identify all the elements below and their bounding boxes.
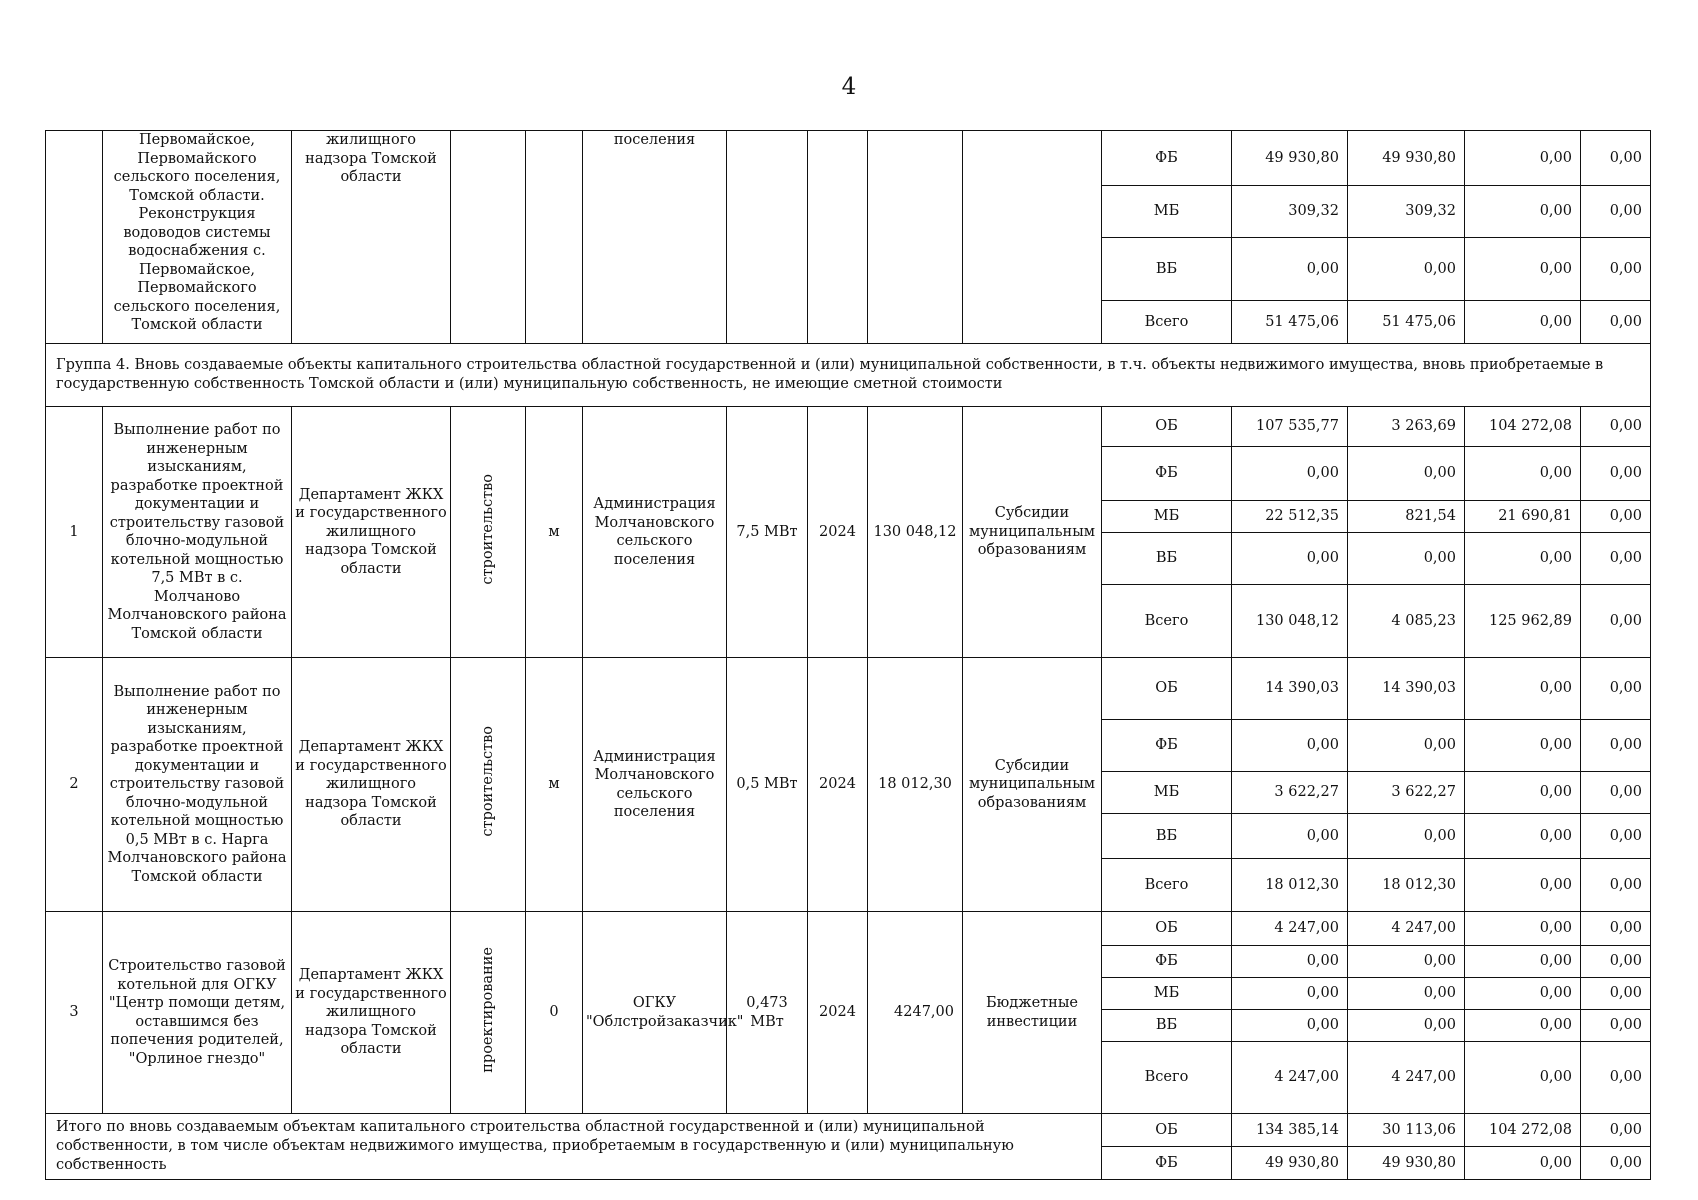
source-cell: ФБ bbox=[1102, 131, 1232, 186]
value-cell: 51 475,06 bbox=[1232, 301, 1348, 344]
value-cell: 0,00 bbox=[1465, 912, 1581, 946]
value-cell: 0,00 bbox=[1581, 912, 1651, 946]
value-cell: 4 247,00 bbox=[1348, 912, 1465, 946]
object-name-cell: Первомайское, Первомайского сельского поселения, Томской области. Реконструкция водоводов системы водоснабжения с. Первомайское, Первомайского сельского поселения, Томской области bbox=[103, 131, 292, 344]
value-cell: 0,00 bbox=[1581, 1010, 1651, 1042]
row-number-cell bbox=[46, 131, 103, 344]
value-cell: 18 012,30 bbox=[1232, 859, 1348, 912]
value-cell: 0,00 bbox=[1465, 1042, 1581, 1114]
value-cell: 0,00 bbox=[1581, 1042, 1651, 1114]
source-cell: Всего bbox=[1102, 301, 1232, 344]
row-number-cell: 1 bbox=[46, 407, 103, 658]
page-number: 4 bbox=[841, 74, 857, 100]
value-cell: 125 962,89 bbox=[1465, 585, 1581, 658]
value-cell: 0,00 bbox=[1465, 301, 1581, 344]
source-cell: ВБ bbox=[1102, 814, 1232, 859]
value-cell: 0,00 bbox=[1465, 946, 1581, 978]
value-cell: 51 475,06 bbox=[1348, 301, 1465, 344]
cost-cell: 4247,00 bbox=[868, 912, 963, 1114]
source-cell: ОБ bbox=[1102, 912, 1232, 946]
value-cell: 0,00 bbox=[1581, 978, 1651, 1010]
stage-cell bbox=[451, 912, 526, 1114]
year-cell: 2024 bbox=[808, 407, 868, 658]
source-cell: ОБ bbox=[1102, 407, 1232, 447]
value-cell: 0,00 bbox=[1581, 859, 1651, 912]
value-cell: 0,00 bbox=[1232, 238, 1348, 301]
value-cell: 0,00 bbox=[1348, 533, 1465, 585]
value-cell: 0,00 bbox=[1465, 772, 1581, 814]
value-cell: 0,00 bbox=[1581, 946, 1651, 978]
value-cell: 0,00 bbox=[1465, 238, 1581, 301]
value-cell: 0,00 bbox=[1465, 814, 1581, 859]
value-cell: 3 622,27 bbox=[1232, 772, 1348, 814]
value-cell: 0,00 bbox=[1232, 720, 1348, 772]
value-cell: 49 930,80 bbox=[1232, 1147, 1348, 1180]
table-row bbox=[46, 1114, 1651, 1147]
value-cell: 0,00 bbox=[1581, 131, 1651, 186]
value-cell: 130 048,12 bbox=[1232, 585, 1348, 658]
value-cell: 4 247,00 bbox=[1348, 1042, 1465, 1114]
source-cell: МБ bbox=[1102, 978, 1232, 1010]
table-row bbox=[46, 131, 1651, 186]
value-cell: 0,00 bbox=[1348, 814, 1465, 859]
value-cell: 0,00 bbox=[1232, 978, 1348, 1010]
value-cell: 0,00 bbox=[1581, 658, 1651, 720]
form-cell: Субсидии муниципальным образованиям bbox=[963, 407, 1102, 658]
value-cell: 0,00 bbox=[1581, 447, 1651, 501]
value-cell: 0,00 bbox=[1232, 814, 1348, 859]
row-number-cell: 3 bbox=[46, 912, 103, 1114]
form-cell: Бюджетные инвестиции bbox=[963, 912, 1102, 1114]
value-cell: 0,00 bbox=[1581, 533, 1651, 585]
value-cell: 0,00 bbox=[1465, 131, 1581, 186]
cost-cell bbox=[868, 131, 963, 344]
value-cell: 0,00 bbox=[1232, 1010, 1348, 1042]
source-cell: МБ bbox=[1102, 501, 1232, 533]
total-label: Итого по вновь создаваемым объектам капитального строительства областной государственной и (или) муниципальной собственности, в том числе объектам недвижимого имущества, приобретаемым в государственную и (или) муниципальную собственность bbox=[46, 1114, 1102, 1180]
table-row bbox=[46, 344, 1651, 407]
source-cell: ФБ bbox=[1102, 720, 1232, 772]
year-cell: 2024 bbox=[808, 912, 868, 1114]
value-cell: 0,00 bbox=[1465, 658, 1581, 720]
value-cell: 0,00 bbox=[1581, 1147, 1651, 1180]
stage-cell bbox=[451, 131, 526, 344]
value-cell: 0,00 bbox=[1232, 447, 1348, 501]
value-cell: 0,00 bbox=[1465, 978, 1581, 1010]
value-cell: 0,00 bbox=[1581, 407, 1651, 447]
value-cell: 0,00 bbox=[1348, 946, 1465, 978]
value-cell: 0,00 bbox=[1232, 533, 1348, 585]
form-cell bbox=[963, 131, 1102, 344]
value-cell: 821,54 bbox=[1348, 501, 1465, 533]
value-cell: 14 390,03 bbox=[1348, 658, 1465, 720]
value-cell: 14 390,03 bbox=[1232, 658, 1348, 720]
stage-text: проектирование bbox=[479, 946, 496, 1073]
source-cell: МБ bbox=[1102, 186, 1232, 238]
table-row bbox=[46, 912, 1651, 946]
executor-cell: Администрация Молчановского сельского поселения bbox=[583, 407, 727, 658]
ownership-cell bbox=[526, 131, 583, 344]
value-cell: 4 247,00 bbox=[1232, 912, 1348, 946]
value-cell: 0,00 bbox=[1581, 238, 1651, 301]
row-number-cell: 2 bbox=[46, 658, 103, 912]
value-cell: 0,00 bbox=[1465, 533, 1581, 585]
value-cell: 0,00 bbox=[1465, 720, 1581, 772]
customer-cell: Департамент ЖКХ и государственного жилищного надзора Томской области bbox=[292, 407, 451, 658]
group-heading: Группа 4. Вновь создаваемые объекты капитального строительства областной государственной и (или) муниципальной собственности, в т.ч. объекты недвижимого имущества, вновь приобретаемые в государственную собственность Томской области и (или) муниципальную собственность, не имеющие сметной стоимости bbox=[46, 344, 1651, 407]
value-cell: 0,00 bbox=[1581, 301, 1651, 344]
value-cell: 134 385,14 bbox=[1232, 1114, 1348, 1147]
value-cell: 0,00 bbox=[1581, 772, 1651, 814]
value-cell: 0,00 bbox=[1581, 1114, 1651, 1147]
value-cell: 0,00 bbox=[1348, 238, 1465, 301]
customer-cell: жилищного надзора Томской области bbox=[292, 131, 451, 344]
investment-table bbox=[45, 130, 1651, 1180]
value-cell: 21 690,81 bbox=[1465, 501, 1581, 533]
value-cell: 30 113,06 bbox=[1348, 1114, 1465, 1147]
year-cell: 2024 bbox=[808, 658, 868, 912]
value-cell: 0,00 bbox=[1348, 447, 1465, 501]
value-cell: 0,00 bbox=[1465, 1010, 1581, 1042]
value-cell: 104 272,08 bbox=[1465, 407, 1581, 447]
source-cell: ФБ bbox=[1102, 1147, 1232, 1180]
ownership-cell: м bbox=[526, 658, 583, 912]
source-cell: МБ bbox=[1102, 772, 1232, 814]
customer-cell: Департамент ЖКХ и государственного жилищного надзора Томской области bbox=[292, 912, 451, 1114]
source-cell: ВБ bbox=[1102, 1010, 1232, 1042]
value-cell: 3 263,69 bbox=[1348, 407, 1465, 447]
value-cell: 309,32 bbox=[1348, 186, 1465, 238]
value-cell: 0,00 bbox=[1581, 186, 1651, 238]
ownership-cell: 0 bbox=[526, 912, 583, 1114]
source-cell: ОБ bbox=[1102, 1114, 1232, 1147]
value-cell: 0,00 bbox=[1348, 720, 1465, 772]
value-cell: 309,32 bbox=[1232, 186, 1348, 238]
source-cell: Всего bbox=[1102, 859, 1232, 912]
capacity-cell: 0,473 МВт bbox=[727, 912, 808, 1114]
value-cell: 0,00 bbox=[1465, 447, 1581, 501]
value-cell: 104 272,08 bbox=[1465, 1114, 1581, 1147]
value-cell: 4 247,00 bbox=[1232, 1042, 1348, 1114]
value-cell: 3 622,27 bbox=[1348, 772, 1465, 814]
customer-cell: Департамент ЖКХ и государственного жилищного надзора Томской области bbox=[292, 658, 451, 912]
source-cell: ФБ bbox=[1102, 946, 1232, 978]
value-cell: 0,00 bbox=[1465, 859, 1581, 912]
capacity-cell bbox=[727, 131, 808, 344]
capacity-cell: 7,5 МВт bbox=[727, 407, 808, 658]
value-cell: 22 512,35 bbox=[1232, 501, 1348, 533]
ownership-cell: м bbox=[526, 407, 583, 658]
value-cell: 0,00 bbox=[1348, 978, 1465, 1010]
source-cell: Всего bbox=[1102, 1042, 1232, 1114]
stage-cell bbox=[451, 407, 526, 658]
value-cell: 0,00 bbox=[1581, 585, 1651, 658]
stage-cell bbox=[451, 658, 526, 912]
year-cell bbox=[808, 131, 868, 344]
stage-text: строительство bbox=[479, 473, 496, 585]
capacity-cell: 0,5 МВт bbox=[727, 658, 808, 912]
value-cell: 4 085,23 bbox=[1348, 585, 1465, 658]
stage-text: строительство bbox=[479, 726, 496, 838]
value-cell: 49 930,80 bbox=[1348, 131, 1465, 186]
value-cell: 18 012,30 bbox=[1348, 859, 1465, 912]
value-cell: 107 535,77 bbox=[1232, 407, 1348, 447]
object-name-cell: Выполнение работ по инженерным изысканиям, разработке проектной документации и строительству газовой блочно-модульной котельной мощностью 7,5 МВт в с. Молчаново Молчановского района Томской области bbox=[103, 407, 292, 658]
value-cell: 0,00 bbox=[1581, 814, 1651, 859]
value-cell: 0,00 bbox=[1465, 186, 1581, 238]
object-name-cell: Строительство газовой котельной для ОГКУ "Центр помощи детям, оставшимся без попечения родителей, "Орлиное гнездо" bbox=[103, 912, 292, 1114]
table-row bbox=[46, 658, 1651, 720]
executor-cell: Администрация Молчановского сельского поселения bbox=[583, 658, 727, 912]
table-row bbox=[46, 407, 1651, 447]
value-cell: 49 930,80 bbox=[1232, 131, 1348, 186]
value-cell: 0,00 bbox=[1581, 501, 1651, 533]
value-cell: 0,00 bbox=[1581, 720, 1651, 772]
cost-cell: 130 048,12 bbox=[868, 407, 963, 658]
value-cell: 49 930,80 bbox=[1348, 1147, 1465, 1180]
value-cell: 0,00 bbox=[1232, 946, 1348, 978]
value-cell: 0,00 bbox=[1465, 1147, 1581, 1180]
form-cell: Субсидии муниципальным образованиям bbox=[963, 658, 1102, 912]
source-cell: ФБ bbox=[1102, 447, 1232, 501]
value-cell: 0,00 bbox=[1348, 1010, 1465, 1042]
source-cell: ВБ bbox=[1102, 238, 1232, 301]
object-name-cell: Выполнение работ по инженерным изысканиям, разработке проектной документации и строительству газовой блочно-модульной котельной мощностью 0,5 МВт в с. Нарга Молчановского района Томской области bbox=[103, 658, 292, 912]
executor-cell: ОГКУ "Облстройзаказчик" bbox=[583, 912, 727, 1114]
source-cell: ОБ bbox=[1102, 658, 1232, 720]
cost-cell: 18 012,30 bbox=[868, 658, 963, 912]
source-cell: ВБ bbox=[1102, 533, 1232, 585]
source-cell: Всего bbox=[1102, 585, 1232, 658]
executor-cell: поселения bbox=[583, 131, 727, 344]
